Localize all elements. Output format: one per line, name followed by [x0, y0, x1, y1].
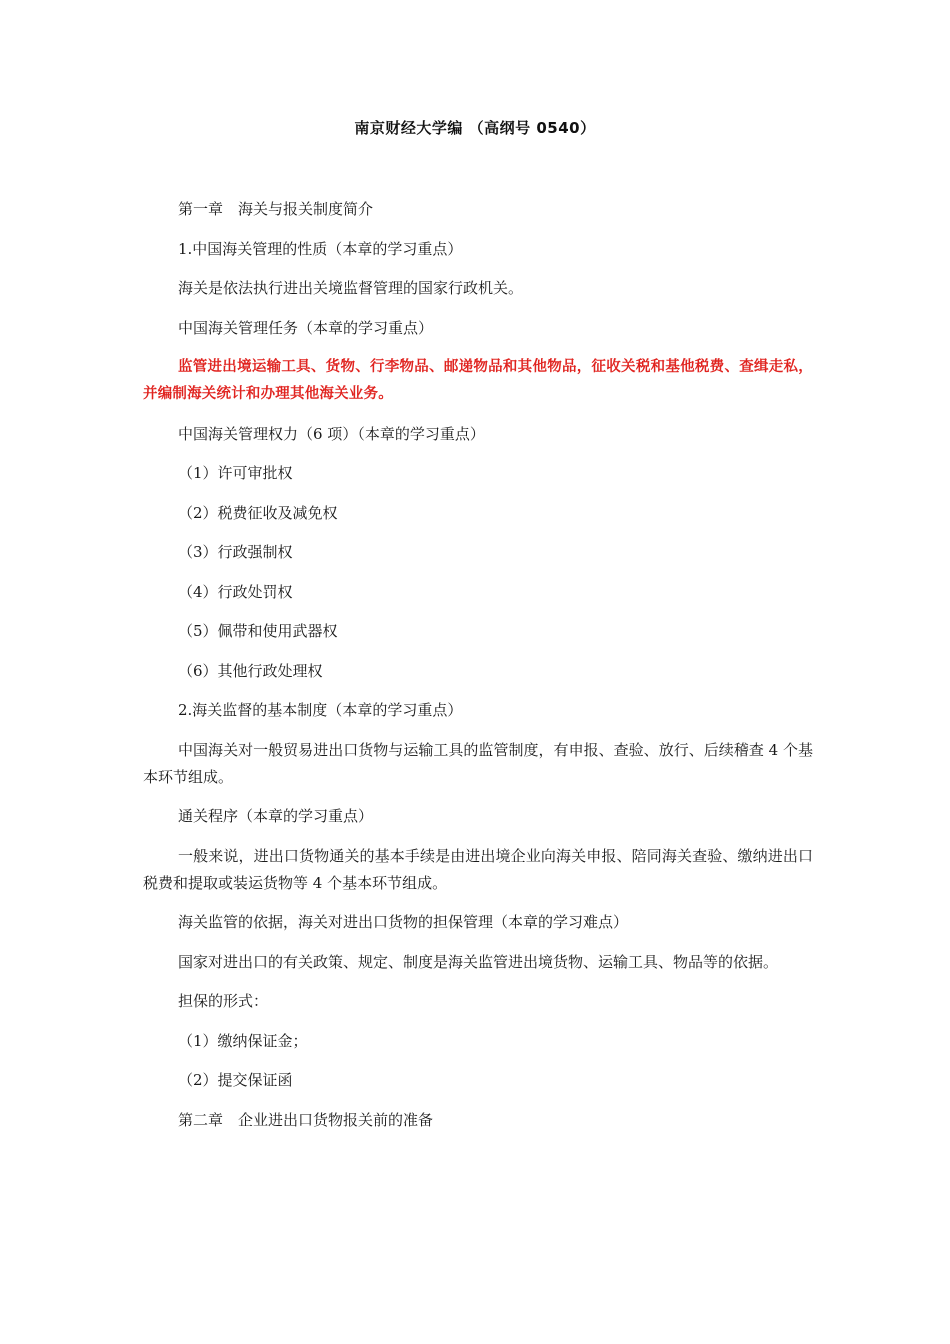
list-item-power-2: （2）税费征收及减免权	[178, 503, 338, 522]
section-nature-heading: 1.中国海关管理的性质（本章的学习重点）	[178, 239, 463, 258]
list-item-guarantee-2: （2）提交保证函	[178, 1071, 293, 1089]
list-item-power-1: （1）许可审批权	[178, 464, 293, 482]
paragraph-clearance: 一般来说，进出口货物通关的基本手续是由进出境企业向海关申报、陪同海关查验、缴纳进出口税费和提取或装运货物等 4 个基本环节组成。	[143, 846, 813, 892]
highlighted-tasks-paragraph: 监管进出境运输工具、货物、行李物品、邮递物品和其他物品，征收关税和基他税费、查缉走私，并编制海关统计和办理其他海关业务。	[143, 359, 813, 402]
section-tasks-heading: 中国海关管理任务（本章的学习重点）	[178, 318, 434, 337]
guarantee-forms-heading: 担保的形式：	[178, 992, 269, 1010]
list-item-power-6: （6）其他行政处理权	[178, 661, 323, 680]
chapter-2-heading: 第二章 企业进出口货物报关前的准备	[178, 1110, 434, 1129]
list-item-power-3: （3）行政强制权	[178, 543, 293, 561]
document-title: 南京财经大学编 （高纲号 0540）	[354, 119, 596, 137]
section-supervision-heading: 2.海关监督的基本制度（本章的学习重点）	[178, 701, 463, 719]
paragraph-supervision: 中国海关对一般贸易进出口货物与运输工具的监管制度，有申报、查验、放行、后续稽查 4 个基本环节组成。	[143, 740, 813, 786]
list-item-power-5: （5）佩带和使用武器权	[178, 622, 338, 640]
section-powers-heading: 中国海关管理权力（6 项）（本章的学习重点）	[178, 424, 485, 443]
section-clearance-heading: 通关程序（本章的学习重点）	[178, 807, 374, 825]
paragraph-basis: 国家对进出口的有关政策、规定、制度是海关监管进出境货物、运输工具、物品等的依据。	[178, 952, 779, 971]
paragraph-nature: 海关是依法执行进出关境监督管理的国家行政机关。	[178, 279, 524, 297]
list-item-guarantee-1: （1）缴纳保证金；	[178, 1031, 308, 1050]
chapter-1-heading: 第一章 海关与报关制度简介	[178, 200, 374, 218]
list-item-power-4: （4）行政处罚权	[178, 582, 293, 601]
section-basis-heading: 海关监管的依据，海关对进出口货物的担保管理（本章的学习难点）	[178, 913, 629, 931]
document-body	[143, 196, 813, 1146]
